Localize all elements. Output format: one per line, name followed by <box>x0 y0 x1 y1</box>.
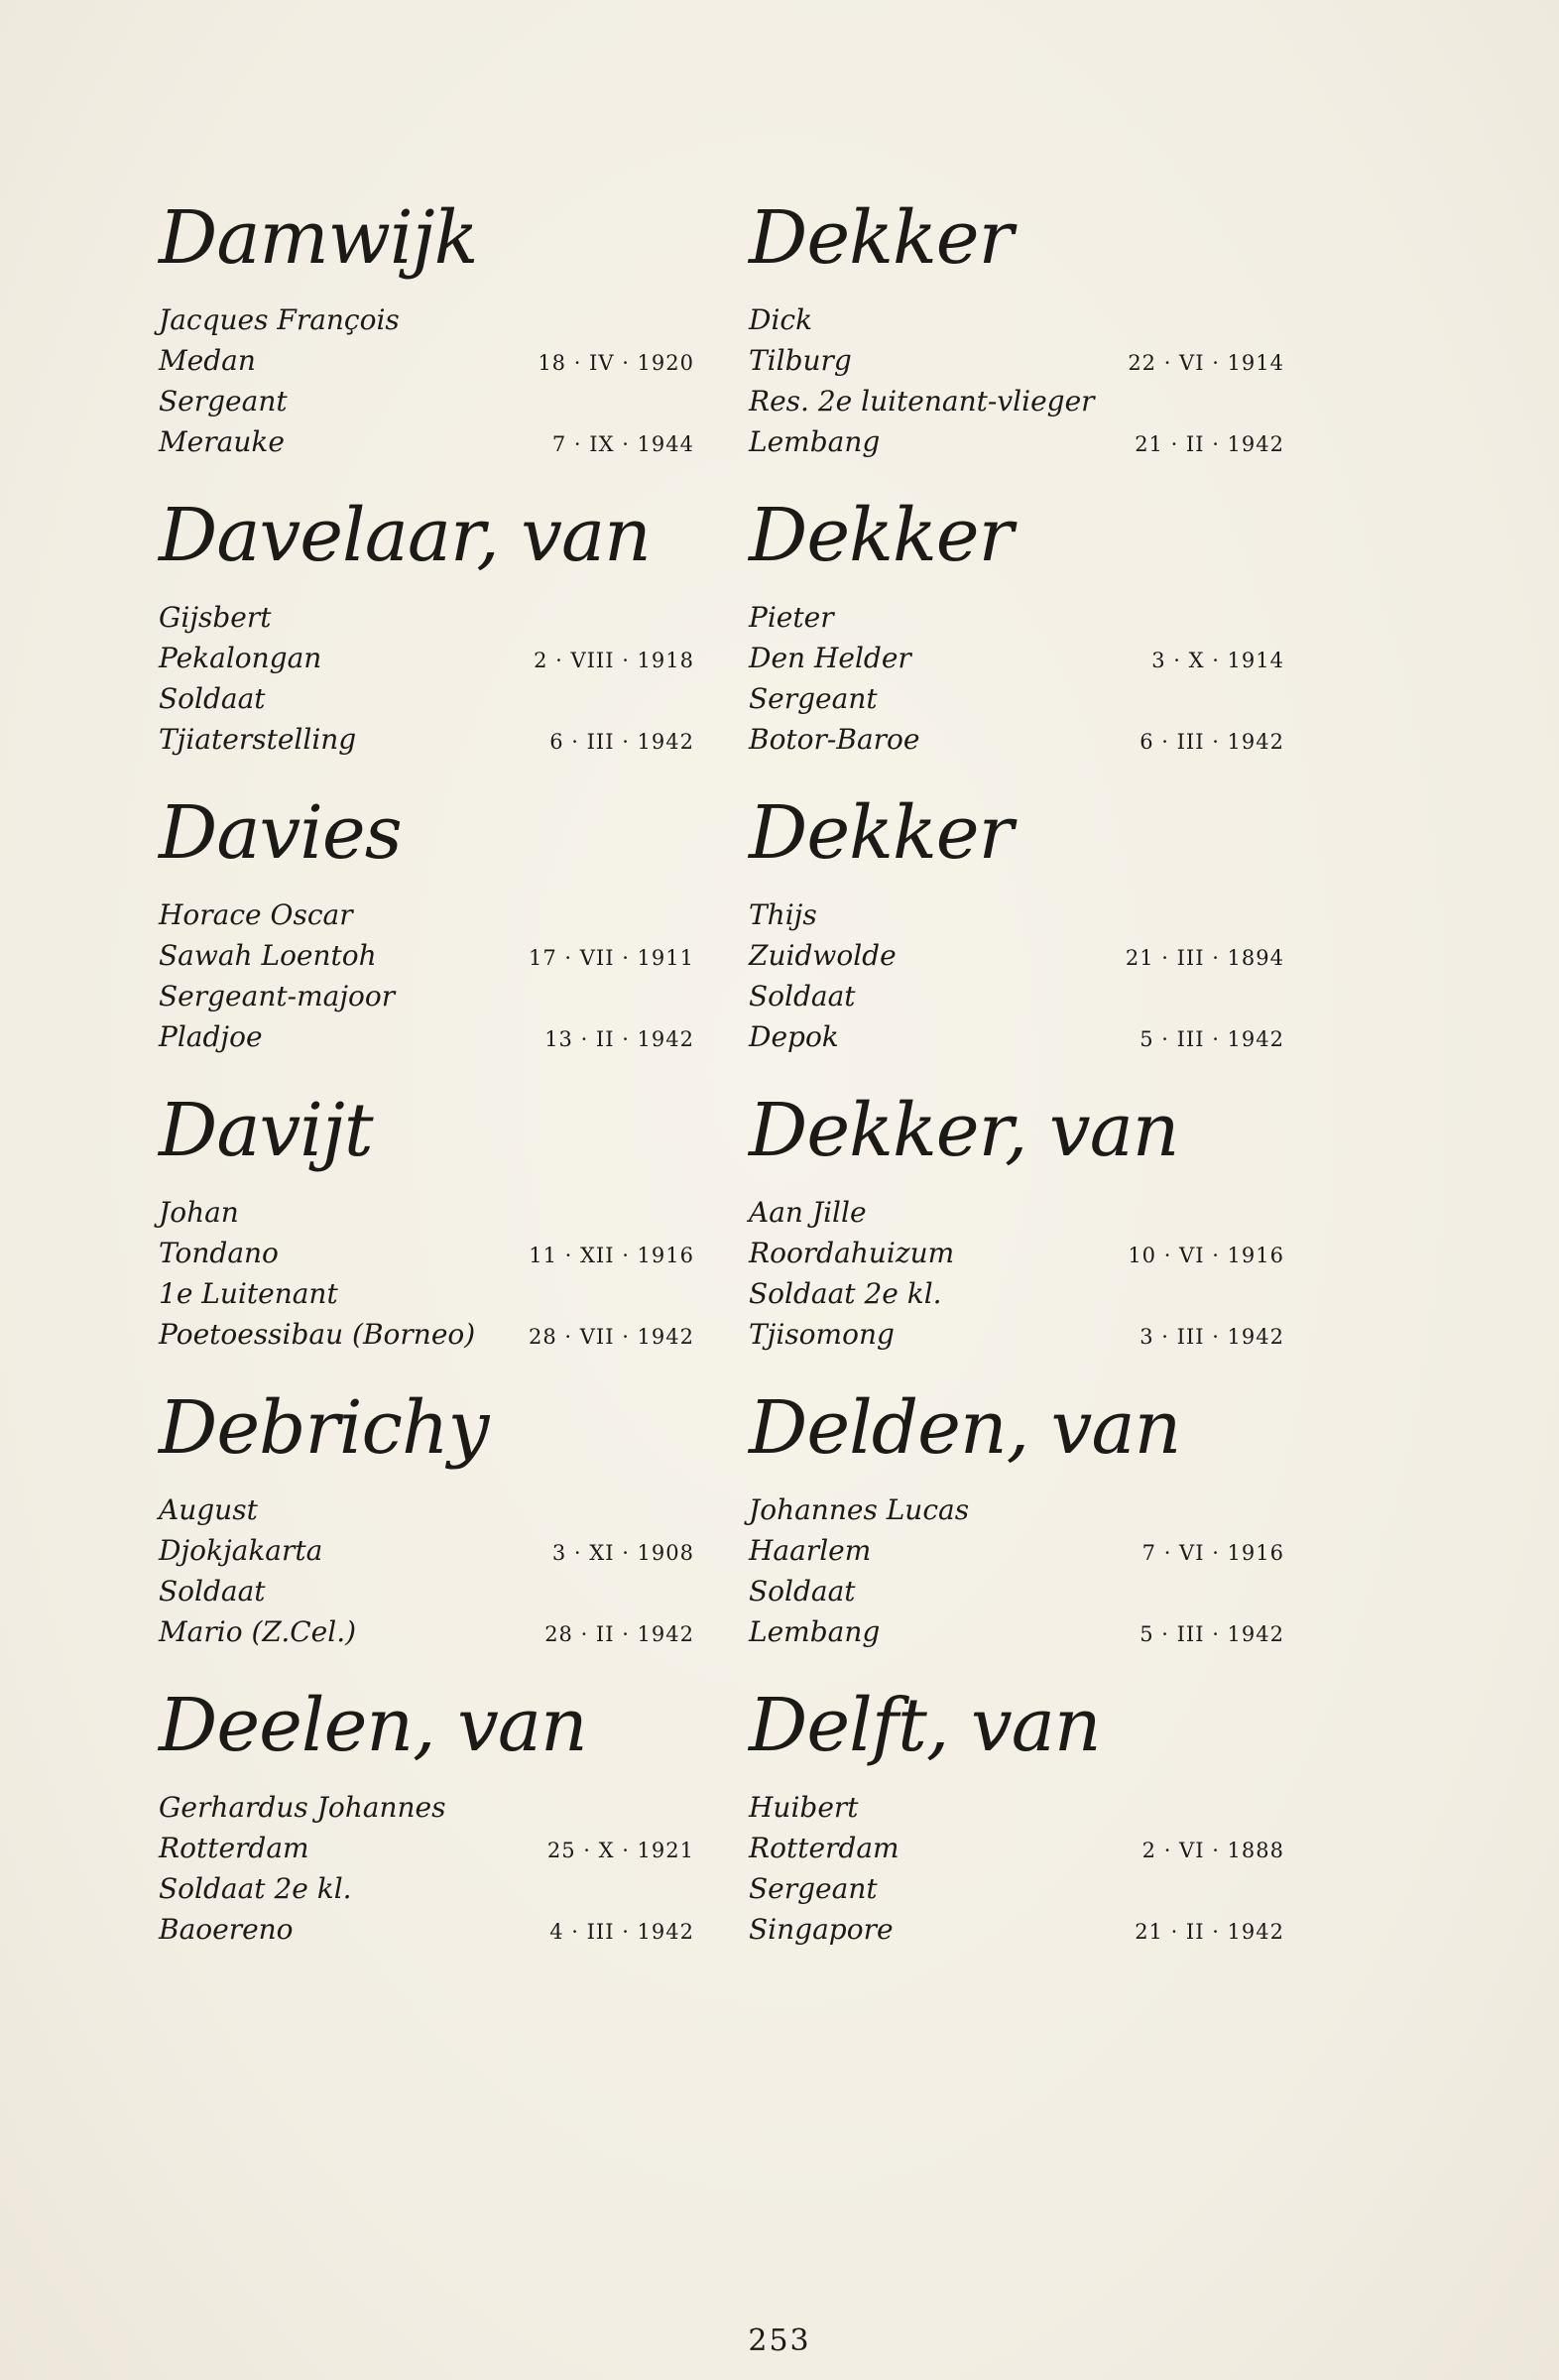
given-names-row <box>749 299 1284 340</box>
birthdate: 18 · IV · 1920 <box>538 351 694 375</box>
birth-row <box>159 340 694 381</box>
given-names: August <box>159 1493 258 1526</box>
birthplace: Tondano <box>159 1237 279 1269</box>
rank: Sergeant-majoor <box>159 980 396 1012</box>
death-row <box>159 719 694 760</box>
entry-details <box>749 1489 1284 1652</box>
deathdate: 7 · IX · 1944 <box>551 432 694 456</box>
given-names: Thijs <box>749 898 817 931</box>
rank-row <box>159 381 694 421</box>
birthdate: 11 · XII · 1916 <box>529 1244 694 1267</box>
deathplace: Pladjoe <box>159 1020 263 1053</box>
rank: Soldaat 2e kl. <box>159 1872 352 1905</box>
rank: Res. 2e luitenant-vlieger <box>749 385 1095 417</box>
birth-row <box>749 935 1284 976</box>
rank-row <box>159 1571 694 1611</box>
birth-row <box>749 1233 1284 1273</box>
deathplace: Singapore <box>749 1913 894 1946</box>
given-names-row <box>159 1489 694 1530</box>
entry-details <box>159 1489 694 1652</box>
birth-row <box>749 638 1284 678</box>
rank-row <box>749 678 1284 719</box>
deathplace: Botor-Baroe <box>749 723 920 756</box>
given-names: Pieter <box>749 601 834 634</box>
memorial-entry <box>159 1088 694 1388</box>
memorial-entry <box>159 195 694 496</box>
surname-heading: Delden, van <box>749 1385 1181 1471</box>
given-names-row <box>159 1192 694 1233</box>
given-names-row <box>749 1489 1284 1530</box>
rank-row <box>159 976 694 1016</box>
rank-row <box>749 1868 1284 1909</box>
rank: Soldaat <box>159 682 266 715</box>
surname-heading: Dekker <box>749 195 1013 281</box>
rank-row <box>749 976 1284 1016</box>
deathplace: Baoereno <box>159 1913 294 1946</box>
memorial-entry <box>749 1088 1284 1388</box>
entry-details <box>159 1192 694 1355</box>
deathplace: Mario (Z.Cel.) <box>159 1615 357 1648</box>
deathdate: 4 · III · 1942 <box>549 1920 694 1944</box>
memorial-entry <box>749 790 1284 1091</box>
given-names-row <box>749 894 1284 935</box>
deathdate: 21 · II · 1942 <box>1135 432 1284 456</box>
rank: Soldaat 2e kl. <box>749 1277 942 1310</box>
rank-row <box>749 381 1284 421</box>
surname-heading: Davijt <box>159 1088 373 1173</box>
birth-row <box>159 638 694 678</box>
deathplace: Lembang <box>749 1615 881 1648</box>
deathplace: Merauke <box>159 425 285 458</box>
birth-row <box>159 1828 694 1868</box>
memorial-entry <box>159 493 694 793</box>
birthplace: Den Helder <box>749 642 911 674</box>
death-row <box>159 1611 694 1652</box>
given-names: Dick <box>749 303 813 336</box>
birth-row <box>749 1530 1284 1571</box>
entry-details <box>159 597 694 760</box>
birthdate: 25 · X · 1921 <box>546 1839 694 1862</box>
birthdate: 10 · VI · 1916 <box>1128 1244 1284 1267</box>
deathplace: Tjisomong <box>749 1318 895 1351</box>
deathdate: 6 · III · 1942 <box>1139 730 1284 754</box>
entry-details <box>749 597 1284 760</box>
deathplace: Poetoessibau (Borneo) <box>159 1318 476 1351</box>
given-names-row <box>159 299 694 340</box>
deathplace: Depok <box>749 1020 839 1053</box>
memorial-entry <box>749 1683 1284 1983</box>
given-names: Huibert <box>749 1791 859 1824</box>
deathdate: 6 · III · 1942 <box>549 730 694 754</box>
death-row <box>749 1016 1284 1057</box>
birthplace: Rotterdam <box>159 1832 309 1864</box>
entry-details <box>159 894 694 1057</box>
rank: Sergeant <box>749 682 878 715</box>
memorial-entry <box>159 1385 694 1686</box>
entry-details <box>749 1787 1284 1950</box>
memorial-entry <box>159 790 694 1091</box>
given-names-row <box>159 894 694 935</box>
birthplace: Zuidwolde <box>749 939 897 972</box>
birthplace: Haarlem <box>749 1534 872 1567</box>
deathdate: 28 · II · 1942 <box>544 1622 694 1646</box>
birth-row <box>159 1233 694 1273</box>
birth-row <box>749 1828 1284 1868</box>
rank-row <box>159 1273 694 1314</box>
surname-heading: Dekker, van <box>749 1088 1179 1173</box>
given-names: Johan <box>159 1196 239 1229</box>
deathdate: 5 · III · 1942 <box>1139 1027 1284 1051</box>
birth-row <box>159 1530 694 1571</box>
birthdate: 2 · VIII · 1918 <box>534 649 694 672</box>
birthdate: 21 · III · 1894 <box>1125 946 1284 970</box>
birthplace: Rotterdam <box>749 1832 899 1864</box>
deathdate: 21 · II · 1942 <box>1135 1920 1284 1944</box>
left-column <box>159 195 694 1983</box>
given-names-row <box>749 1192 1284 1233</box>
memorial-entry <box>749 1385 1284 1686</box>
rank: Soldaat <box>159 1575 266 1607</box>
birthdate: 22 · VI · 1914 <box>1128 351 1284 375</box>
birth-row <box>749 340 1284 381</box>
rank: Sergeant <box>749 1872 878 1905</box>
page-number: 253 <box>748 2323 811 2358</box>
entry-details <box>749 894 1284 1057</box>
death-row <box>749 719 1284 760</box>
surname-heading: Delft, van <box>749 1683 1101 1768</box>
birthplace: Pekalongan <box>159 642 322 674</box>
given-names: Gerhardus Johannes <box>159 1791 446 1824</box>
deathdate: 5 · III · 1942 <box>1139 1622 1284 1646</box>
death-row <box>749 1314 1284 1355</box>
death-row <box>159 421 694 462</box>
memorial-entry <box>749 493 1284 793</box>
surname-heading: Damwijk <box>159 195 478 281</box>
death-row <box>749 1611 1284 1652</box>
entry-details <box>159 299 694 462</box>
deathplace: Lembang <box>749 425 881 458</box>
birthdate: 17 · VII · 1911 <box>529 946 694 970</box>
birthplace: Tilburg <box>749 344 852 377</box>
birthdate: 3 · XI · 1908 <box>551 1541 694 1565</box>
given-names-row <box>159 597 694 638</box>
given-names-row <box>159 1787 694 1828</box>
rank-row <box>159 678 694 719</box>
birthplace: Roordahuizum <box>749 1237 955 1269</box>
given-names: Gijsbert <box>159 601 272 634</box>
given-names: Jacques François <box>159 303 400 336</box>
given-names: Johannes Lucas <box>749 1493 970 1526</box>
deathdate: 28 · VII · 1942 <box>529 1325 694 1349</box>
death-row <box>749 421 1284 462</box>
rank-row <box>159 1868 694 1909</box>
surname-heading: Deelen, van <box>159 1683 587 1768</box>
birthdate: 2 · VI · 1888 <box>1141 1839 1284 1862</box>
given-names: Aan Jille <box>749 1196 867 1229</box>
rank: Soldaat <box>749 1575 856 1607</box>
surname-heading: Davies <box>159 790 402 876</box>
birthdate: 7 · VI · 1916 <box>1141 1541 1284 1565</box>
rank-row <box>749 1571 1284 1611</box>
memorial-entry <box>159 1683 694 1983</box>
deathdate: 13 · II · 1942 <box>544 1027 694 1051</box>
birth-row <box>159 935 694 976</box>
given-names-row <box>749 597 1284 638</box>
surname-heading: Dekker <box>749 790 1013 876</box>
death-row <box>159 1314 694 1355</box>
death-row <box>159 1909 694 1950</box>
death-row <box>749 1909 1284 1950</box>
death-row <box>159 1016 694 1057</box>
rank: 1e Luitenant <box>159 1277 338 1310</box>
deathdate: 3 · III · 1942 <box>1139 1325 1284 1349</box>
entry-details <box>749 299 1284 462</box>
rank: Sergeant <box>159 385 288 417</box>
right-column <box>749 195 1284 1983</box>
birthplace: Djokjakarta <box>159 1534 323 1567</box>
given-names: Horace Oscar <box>159 898 353 931</box>
surname-heading: Davelaar, van <box>159 493 651 578</box>
memorial-entry <box>749 195 1284 496</box>
rank-row <box>749 1273 1284 1314</box>
rank: Soldaat <box>749 980 856 1012</box>
deathplace: Tjiaterstelling <box>159 723 357 756</box>
given-names-row <box>749 1787 1284 1828</box>
entry-details <box>749 1192 1284 1355</box>
birthplace: Sawah Loentoh <box>159 939 377 972</box>
surname-heading: Debrichy <box>159 1385 489 1471</box>
surname-heading: Dekker <box>749 493 1013 578</box>
birthplace: Medan <box>159 344 256 377</box>
entry-details <box>159 1787 694 1950</box>
birthdate: 3 · X · 1914 <box>1151 649 1284 672</box>
